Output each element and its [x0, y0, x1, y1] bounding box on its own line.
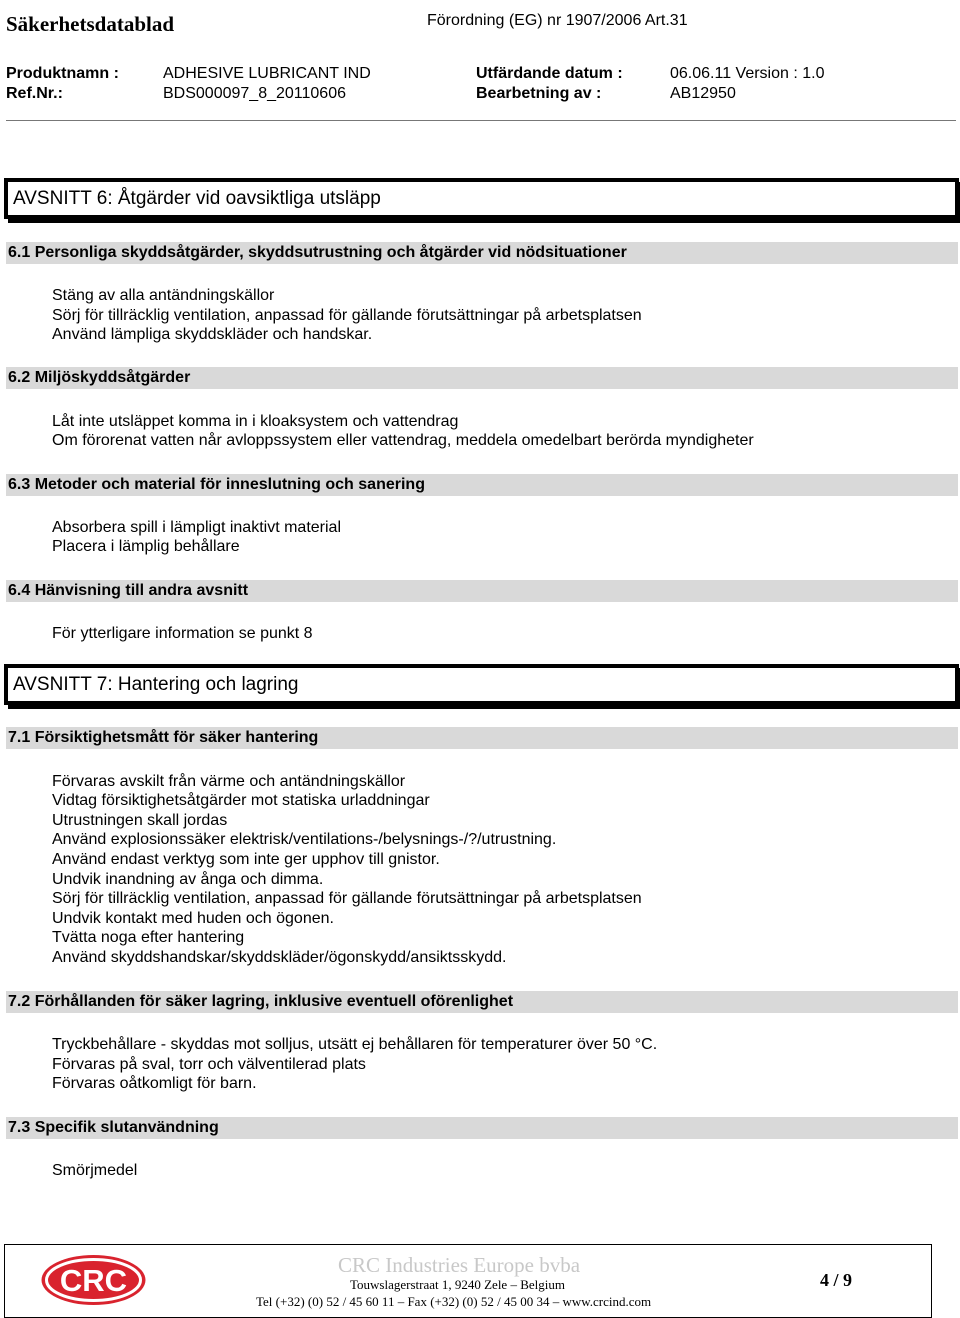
subsection-6-1-bar [6, 242, 958, 264]
subsection-7-1-title: 7.1 Försiktighetsmått för säker hantering [8, 729, 319, 746]
ref-number-label: Ref.Nr.: [6, 85, 63, 102]
revision-value: AB12950 [670, 85, 736, 102]
product-name-value: ADHESIVE LUBRICANT IND [163, 65, 371, 82]
subsection-7-2-title: 7.2 Förhållanden för säker lagring, inklusive eventuell oförenlighet [8, 993, 514, 1010]
header-divider [6, 120, 956, 121]
text-line: Undvik inandning av ånga och dimma. [52, 871, 324, 888]
logo-text: CRC [59, 1263, 128, 1298]
section-6-title: AVSNITT 6: Åtgärder vid oavsiktliga utsläpp [13, 188, 381, 209]
text-line: Sörj för tillräcklig ventilation, anpassad för gällande förutsättningar på arbetsplatsen [52, 890, 642, 907]
text-line: Stäng av alla antändningskällor [52, 287, 275, 304]
company-address: Touwslagerstraat 1, 9240 Zele – Belgium [350, 1277, 565, 1292]
product-name-label: Produktnamn : [6, 65, 119, 82]
section-7-heading [4, 664, 959, 705]
subsection-7-1-bar [6, 727, 958, 749]
text-line: Undvik kontakt med huden och ögonen. [52, 910, 334, 927]
text-line: Låt inte utsläppet komma in i kloaksystem och vattendrag [52, 413, 459, 430]
text-line: Sörj för tillräcklig ventilation, anpassad för gällande förutsättningar på arbetsplatsen [52, 307, 642, 324]
subsection-6-3-title: 6.3 Metoder och material för inneslutning och sanering [8, 476, 425, 493]
text-line: Använd endast verktyg som inte ger upphov till gnistor. [52, 851, 440, 868]
text-line: Förvaras avskilt från värme och antändningskällor [52, 773, 406, 790]
section-7-title: AVSNITT 7: Hantering och lagring [13, 674, 299, 695]
subsection-6-2-bar [6, 367, 958, 389]
subsection-6-4-title: 6.4 Hänvisning till andra avsnitt [8, 582, 249, 599]
revision-label: Bearbetning av : [476, 85, 602, 102]
text-line: Använd lämpliga skyddskläder och handskar. [52, 326, 373, 343]
text-line: Vidtag försiktighetsåtgärder mot statiska urladdningar [52, 792, 430, 809]
subsection-7-3-title: 7.3 Specifik slutanvändning [8, 1119, 219, 1136]
text-line: Tvätta noga efter hantering [52, 929, 245, 946]
issue-date-label: Utfärdande datum : [476, 65, 623, 82]
text-line: Om förorenat vatten når avloppssystem eller vattendrag, meddela omedelbart berörda myndigheter [52, 432, 754, 449]
subsection-6-4-bar [6, 580, 958, 602]
subsection-7-2-bar [6, 991, 958, 1013]
subsection-7-3-bar [6, 1117, 958, 1139]
page-number: 4 / 9 [820, 1270, 853, 1290]
issue-date-value: 06.06.11 Version : 1.0 [670, 65, 825, 82]
text-line: Förvaras oåtkomligt för barn. [52, 1075, 257, 1092]
text-line: Använd skyddshandskar/skyddskläder/ögonskydd/ansiktsskydd. [52, 949, 507, 966]
text-line: Tryckbehållare - skyddas mot solljus, utsätt ej behållaren för temperaturer över 50 °C. [52, 1036, 658, 1053]
text-line: Absorbera spill i lämpligt inaktivt material [52, 519, 341, 536]
company-contact: Tel (+32) (0) 52 / 45 60 11 – Fax (+32) (0) 52 / 45 00 34 – www.crcind.com [256, 1294, 652, 1309]
text-line: Använd explosionssäker elektrisk/ventilations-/belysnings-/?/utrustning. [52, 831, 557, 848]
company-name: CRC Industries Europe bvba [338, 1253, 581, 1277]
section-6-heading [4, 178, 959, 219]
subsection-6-3-bar [6, 474, 958, 496]
text-line: Placera i lämplig behållare [52, 538, 240, 555]
text-line: Förvaras på sval, torr och välventilerad plats [52, 1056, 366, 1073]
subsection-6-2-title: 6.2 Miljöskyddsåtgärder [8, 369, 191, 386]
document-title: Säkerhetsdatablad [6, 12, 175, 36]
text-line: För ytterligare information se punkt 8 [52, 625, 313, 642]
text-line: Utrustningen skall jordas [52, 812, 228, 829]
crc-logo [40, 1254, 147, 1306]
text-line: Smörjmedel [52, 1162, 138, 1179]
ref-number-value: BDS000097_8_20110606 [163, 85, 346, 102]
subsection-6-1-title: 6.1 Personliga skyddsåtgärder, skyddsutrustning och åtgärder vid nödsituationer [8, 244, 627, 261]
regulation-reference: Förordning (EG) nr 1907/2006 Art.31 [427, 12, 688, 29]
